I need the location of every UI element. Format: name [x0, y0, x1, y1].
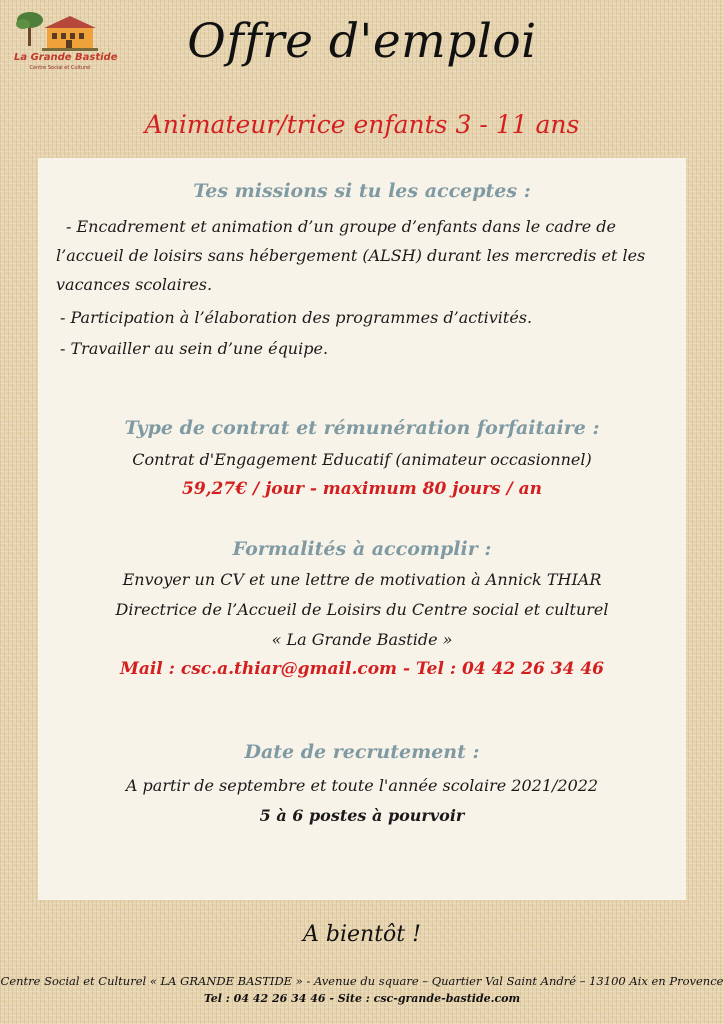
- contact-line: Mail : csc.a.thiar@gmail.com - Tel : 04 42 26 34 46: [120, 659, 604, 679]
- mission-item: vacances scolaires.: [56, 275, 213, 294]
- mission-item: - Encadrement et animation d’un groupe d’enfants dans le cadre de: [66, 217, 616, 236]
- positions-count: 5 à 6 postes à pourvoir: [259, 806, 465, 825]
- mission-item: l’accueil de loisirs sans hébergement (ALSH) durant les mercredis et les: [56, 246, 646, 265]
- footer-address: Centre Social et Culturel « LA GRANDE BASTIDE » - Avenue du square – Quartier Val Saint André – 13100 Aix en Provence: [0, 974, 724, 988]
- closing-text: A bientôt !: [303, 922, 421, 947]
- contract-pay: 59,27€ / jour - maximum 80 jours / an: [181, 479, 543, 499]
- mission-item: - Travailler au sein d’une équipe.: [60, 339, 329, 358]
- logo-name: La Grande Bastide: [14, 52, 118, 63]
- formalities-line: Envoyer un CV et une lettre de motivation à Annick THIAR: [122, 570, 602, 589]
- footer-contact: Tel : 04 42 26 34 46 - Site : csc-grande-bastide.com: [203, 992, 521, 1005]
- logo-subtitle: Centre Social et Culturel: [29, 65, 91, 71]
- formalities-heading: Formalités à accomplir :: [232, 538, 492, 560]
- contract-type: Contrat d'Engagement Educatif (animateur occasionnel): [132, 450, 592, 469]
- job-title: Animateur/trice enfants 3 - 11 ans: [144, 110, 580, 139]
- formalities-line: Directrice de l’Accueil de Loisirs du Centre social et culturel: [115, 600, 609, 619]
- recruitment-heading: Date de recrutement :: [244, 741, 480, 763]
- contract-heading: Type de contrat et rémunération forfaitaire :: [124, 417, 600, 439]
- missions-heading: Tes missions si tu les acceptes :: [193, 180, 531, 202]
- mission-item: - Participation à l’élaboration des programmes d’activités.: [60, 308, 533, 327]
- recruitment-period: A partir de septembre et toute l'année scolaire 2021/2022: [125, 776, 599, 795]
- page-title: Offre d'emploi: [187, 14, 537, 69]
- formalities-line: « La Grande Bastide »: [271, 630, 453, 649]
